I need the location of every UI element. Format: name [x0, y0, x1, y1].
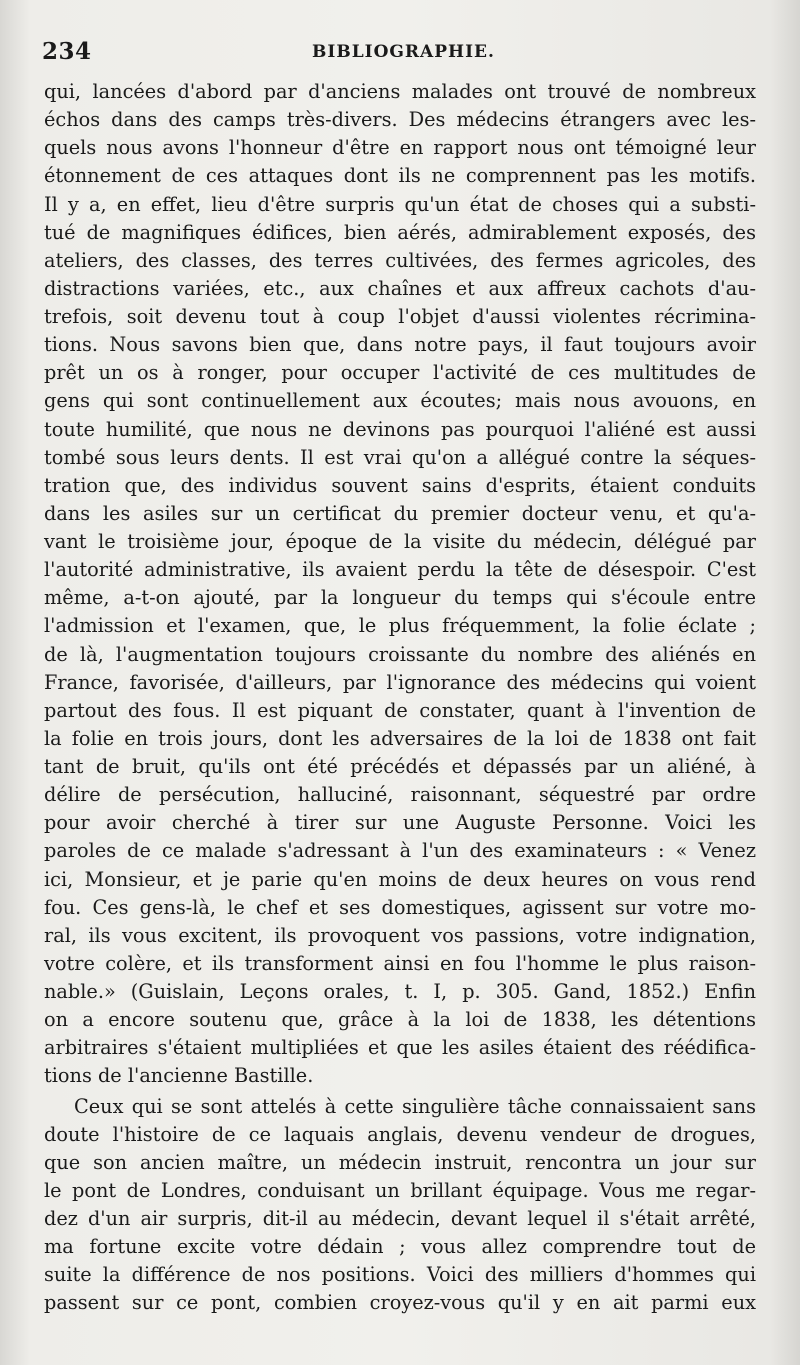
- text-line: qui, lancées d'abord par d'anciens malades ont trouvé de nombreux: [44, 80, 756, 103]
- text-line: vant le troisième jour, époque de la visite du médecin, délégué par: [44, 530, 756, 553]
- text-line: étonnement de ces attaques dont ils ne comprennent pas les motifs.: [44, 164, 756, 188]
- text-line: gens qui sont continuellement aux écoutes; mais nous avouons, en: [44, 389, 756, 413]
- text-line: Ceux qui se sont attelés à cette singulière tâche connaissaient sans: [74, 1094, 756, 1118]
- text-line: distractions variées, etc., aux chaînes et aux affreux cachots d'au-: [44, 276, 756, 300]
- page-number: 234: [42, 38, 92, 65]
- section-title: BIBLIOGRAPHIE.: [312, 42, 495, 62]
- text-line: ici, Monsieur, et je parie qu'en moins de deux heures on vous rend: [44, 867, 756, 891]
- text-line: Il y a, en effet, lieu d'être surpris qu'un état de choses qui a substi-: [44, 192, 756, 216]
- text-line: tration que, des individus souvent sains d'esprits, étaient conduits: [44, 473, 756, 497]
- text-line: tant de bruit, qu'ils ont été précédés et dépassés par un aliéné, à: [44, 755, 756, 778]
- text-line: nable.» (Guislain, Leçons orales, t. I, p. 305. Gand, 1852.) Enfin: [44, 980, 756, 1003]
- text-line: on a encore soutenu que, grâce à la loi de 1838, les détentions: [44, 1008, 756, 1032]
- text-line: dans les asiles sur un certificat du premier docteur venu, et qu'a-: [44, 501, 756, 525]
- text-line: toute humilité, que nous ne devinons pas pourquoi l'aliéné est aussi: [44, 417, 756, 441]
- text-line: la folie en trois jours, dont les adversaires de la loi de 1838 ont fait: [44, 726, 756, 750]
- text-line: que son ancien maître, un médecin instruit, rencontra un jour sur: [44, 1150, 756, 1174]
- text-line: pour avoir cherché à tirer sur une Auguste Personne. Voici les: [44, 811, 756, 835]
- text-line: votre colère, et ils transforment ainsi en fou l'homme le plus raison-: [44, 951, 756, 975]
- text-line: tombé sous leurs dents. Il est vrai qu'on a allégué contre la séques-: [44, 445, 756, 469]
- text-line: même, a-t-on ajouté, par la longueur du temps qui s'écoule entre: [44, 586, 756, 610]
- text-line: l'admission et l'examen, que, le plus fréquemment, la folie éclate ;: [44, 614, 756, 638]
- text-line: prêt un os à ronger, pour occuper l'activité de ces multitudes de: [44, 361, 756, 385]
- text-line: le pont de Londres, conduisant un brillant équipage. Vous me regar-: [44, 1178, 756, 1202]
- text-line: tué de magnifiques édifices, bien aérés, admirablement exposés, des: [44, 220, 756, 244]
- text-line: l'autorité administrative, ils avaient perdu la tête de désespoir. C'est: [44, 558, 756, 582]
- text-line: paroles de ce malade s'adressant à l'un des examinateurs : « Venez: [44, 839, 756, 863]
- text-line: ma fortune excite votre dédain ; vous allez comprendre tout de: [44, 1235, 756, 1259]
- text-line: tions de l'ancienne Bastille.: [44, 1064, 314, 1088]
- text-line: échos dans des camps très-divers. Des médecins étrangers avec les-: [44, 108, 756, 132]
- text-line: suite la différence de nos positions. Voici des milliers d'hommes qui: [44, 1263, 756, 1287]
- paragraph-2: [44, 1093, 756, 1318]
- text-line: fou. Ces gens-là, le chef et ses domestiques, agissent sur votre mo-: [44, 895, 756, 919]
- text-line: délire de persécution, halluciné, raisonnant, séquestré par ordre: [44, 783, 756, 807]
- text-line: quels nous avons l'honneur d'être en rapport nous ont témoigné leur: [44, 136, 756, 160]
- text-line: passent sur ce pont, combien croyez-vous qu'il y en ait parmi eux: [44, 1291, 756, 1315]
- paragraph-1: [44, 78, 756, 1091]
- text-line: ateliers, des classes, des terres cultivées, des fermes agricoles, des: [44, 248, 756, 272]
- body-text: [44, 78, 756, 1318]
- text-line: arbitraires s'étaient multipliées et que les asiles étaient des réédifica-: [44, 1036, 756, 1060]
- text-line: trefois, soit devenu tout à coup l'objet d'aussi violentes récrimina-: [44, 305, 756, 328]
- text-line: ral, ils vous excitent, ils provoquent vos passions, votre indignation,: [44, 923, 756, 947]
- text-line: doute l'histoire de ce laquais anglais, devenu vendeur de drogues,: [44, 1122, 756, 1146]
- running-head: [42, 38, 757, 78]
- text-line: France, favorisée, d'ailleurs, par l'ignorance des médecins qui voient: [44, 670, 756, 694]
- text-line: de là, l'augmentation toujours croissante du nombre des aliénés en: [44, 642, 756, 666]
- text-line: tions. Nous savons bien que, dans notre pays, il faut toujours avoir: [44, 333, 756, 357]
- text-line: partout des fous. Il est piquant de constater, quant à l'invention de: [44, 698, 756, 722]
- text-line: dez d'un air surpris, dit-il au médecin, devant lequel il s'était arrêté,: [44, 1207, 756, 1230]
